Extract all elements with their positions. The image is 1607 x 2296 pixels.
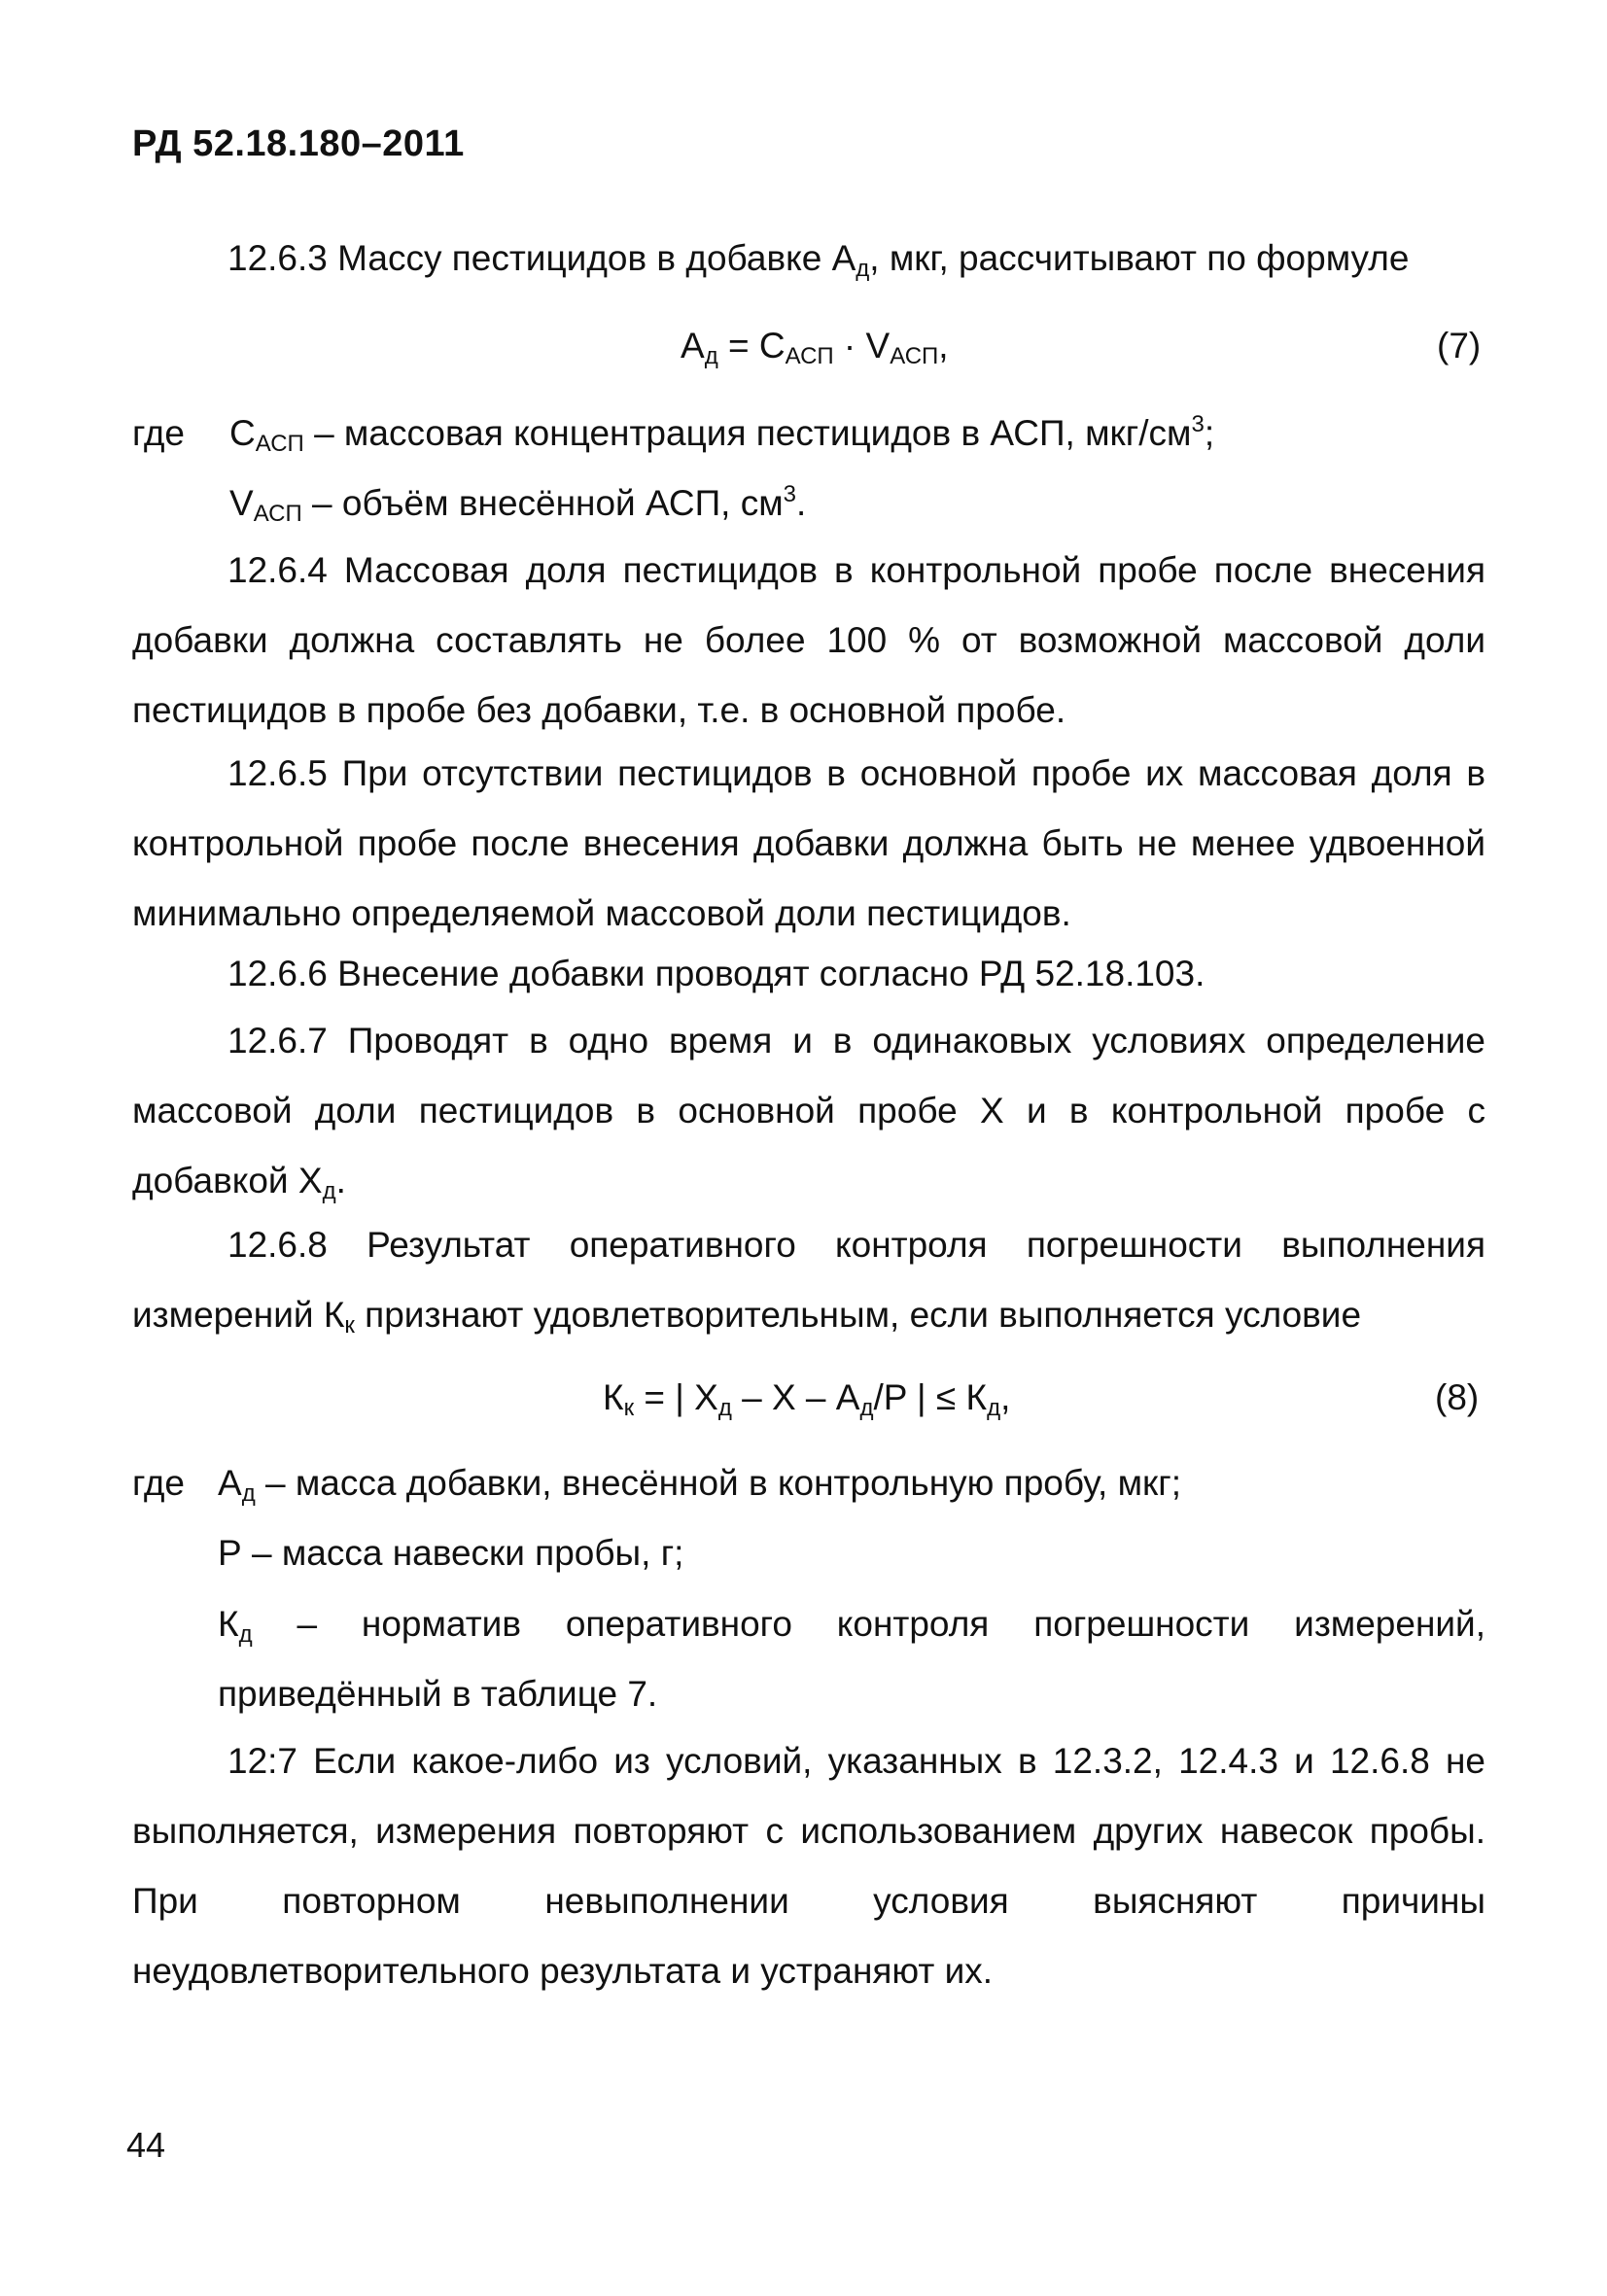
definition-k-d: $К_д$ – норматив оперативного контроля погрешности измерений, приведённый в таблице 7.: [218, 1604, 1485, 1714]
paragraph-12-7: 12:7 Если какое-либо из условий, указанных в 12.3.2, 12.4.3 и 12.6.8 не выполняется, измерения повторяют с использованием других навесок пробы. При повторном невыполнении условия выясняют причины неудовлетворительного результата и устраняют их.: [132, 1741, 1485, 1991]
paragraph-12-6-5: 12.6.5 При отсутствии пестицидов в основной пробе их массовая доля в контрольной пробе после внесения добавки должна быть не менее удвоенной минимально определяемой массовой доли пестицидов.: [132, 753, 1485, 933]
formula-8: $К_к$ = | $X_д$ – X – $А_д/P$ | ≤ $К_д$,: [603, 1377, 1011, 1421]
formula-7: $А_д = С_{АСП} \cdot V_{АСП}$,: [681, 326, 949, 369]
where-label-2: где: [132, 1463, 186, 1503]
paragraph-12-6-6: 12.6.6 Внесение добавки проводят согласно РД 52.18.103.: [227, 954, 1205, 993]
equation-number-7: (7): [1437, 326, 1482, 365]
definition-a-d: $А_д$ – масса добавки, внесённой в контрольную пробу, мкг;: [218, 1463, 1182, 1507]
definition-v-asp: $V_{АСП}$ – объём внесённой АСП, $см^3$.: [229, 481, 807, 527]
paragraph-12-6-8: 12.6.8 Результат оперативного контроля погрешности выполнения измерений $К_к$ признают удовлетворительным, если выполняется условие: [132, 1225, 1485, 1339]
definition-c-asp: $С_{АСП}$ – массовая концентрация пестицидов в АСП, мкг/$см^3$;: [229, 411, 1215, 457]
document-header: РД 52.18.180–2011: [132, 123, 465, 164]
paragraph-12-6-3: 12.6.3 Массу пестицидов в добавке $А_д$, мкг, рассчитывают по формуле: [227, 238, 1410, 282]
page-number: 44: [126, 2125, 166, 2165]
paragraph-12-6-4: 12.6.4 Массовая доля пестицидов в контрольной пробе после внесения добавки должна составлять не более 100 % от возможной массовой доли пестицидов в пробе без добавки, т.е. в основной пробе.: [132, 550, 1485, 730]
equation-number-8: (8): [1435, 1377, 1480, 1417]
paragraph-12-6-7: 12.6.7 Проводят в одно время и в одинаковых условиях определение массовой доли пестицидов в основной пробе X и в контрольной пробе с добавкой $X_д$.: [132, 1021, 1485, 1204]
definition-p: Р – масса навески пробы, г;: [218, 1533, 684, 1573]
where-label-1: где: [132, 413, 186, 453]
